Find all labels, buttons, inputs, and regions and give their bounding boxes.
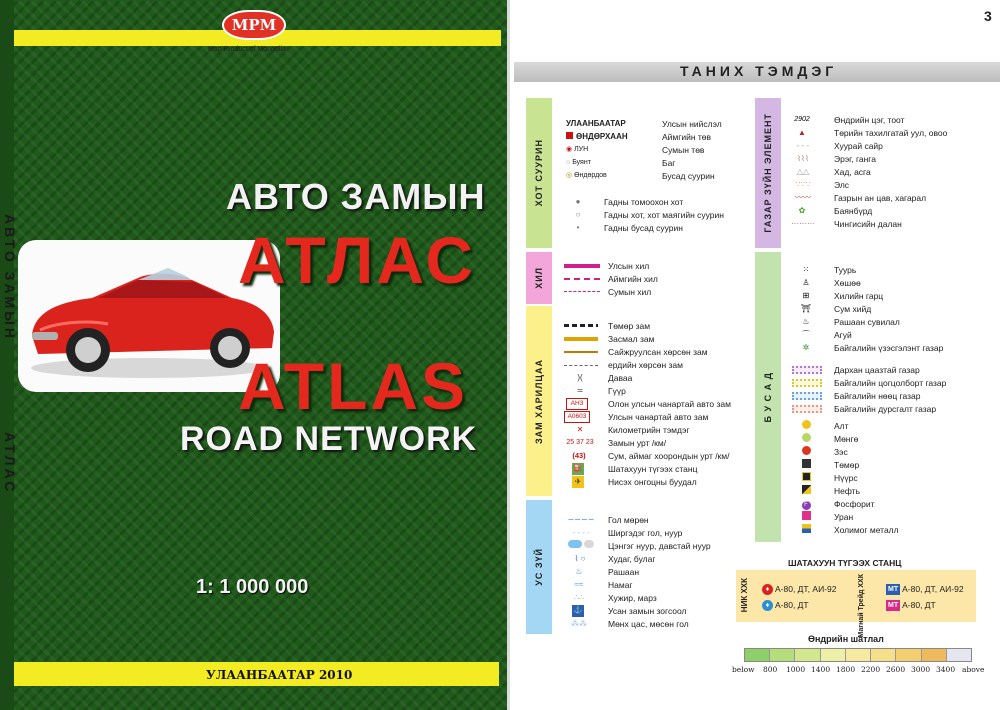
nature-reserve-swatch [792,390,822,402]
water-label-7: Усан замын зогсоол [608,606,687,616]
cover-city-year: УЛААНБААТАР 2010 [206,668,353,682]
other-label-18: Уран [834,512,854,522]
glacier-icon: ⁂⁂ [571,619,587,628]
inter-distance-number: (43) [572,451,586,460]
scenic-area-icon: ✲ [802,343,810,352]
other-label-2: Хилийн гарц [834,291,884,301]
other-label-15: Нүүрс [834,473,858,483]
dirt-road-line [564,359,598,371]
sacred-mountain-icon: ▲ [798,128,806,137]
other-label-13: Зэс [834,447,848,457]
other-label-12: Мөнгө [834,434,859,444]
kilometer-marker-icon: ✕ [576,425,584,434]
settlement-label-capital: Улсын нийслэл [662,119,722,129]
foreign-settlement-icon: • [576,223,580,232]
sand-icon: ∵∵∵ [795,180,811,189]
international-road-badge: AH3 [566,398,588,410]
category-terrain: ГАЗАР ЗҮЙН ЭЛЕМЕНТ [755,98,781,248]
other-label-4: Рашаан сувилал [834,317,900,327]
pass-icon: )( [577,373,583,382]
mpm-logo: МРМ [222,10,286,40]
silver-icon [800,433,812,445]
seasonal-river-line: - - - - [572,528,590,537]
other-label-3: Сум хийд [834,304,872,314]
settlement-label-foreign-town: Гадны хот, хот маягийн суурин [604,210,724,220]
coal-icon [800,472,812,484]
elevation-label-1400: 1400 [811,665,831,674]
ruins-icon: ⁙ [802,265,810,274]
aimag-border-line [564,273,600,285]
other-label-17: Фосфорит [834,499,875,509]
iron-icon [800,459,812,471]
terrain-label-2: Хуурай сайр [834,141,883,151]
copper-icon [800,446,812,458]
elevation-label-3000: 3000 [911,665,931,674]
other-label-5: Агуй [834,330,852,340]
terrain-label-7: Баянбүрд [834,206,873,216]
fuel-mt-full: МТ А-80, ДТ, АИ-92 [888,584,964,594]
transport-label-4: Даваа [608,373,633,383]
water-label-3: Худаг, булаг [608,554,656,564]
foreign-town-icon: ○ [575,210,581,219]
fuel-nik-basic: ♦ А-80, ДТ [762,600,809,611]
transport-label-10: Сум, аймаг хоорондын урт /км/ [608,451,730,461]
improved-road-line [564,346,598,358]
category-border: ХИЛ [526,252,552,304]
other-label-10: Байгалийн дурсгалт газар [834,404,937,414]
monastery-icon: ⛩ [800,304,812,313]
other-label-11: Алт [834,421,849,431]
settlement-symbol-bag: ○ Буянт [566,159,591,166]
elevation-label-800: 800 [763,665,778,674]
other-label-16: Нефть [834,486,860,496]
category-transport: ЗАМ ХАРИЛЦАА [526,306,552,496]
settlement-symbol-other: ◎ Өндөрдов [566,172,607,179]
monument-icon: ♙ [802,278,810,287]
terrain-label-0: Өндрийн цэг, тоот [834,115,905,125]
well-spring-icon: ⌇ ○ [574,554,586,563]
other-label-9: Байгалийн нөөц газар [834,391,921,401]
elevation-label-2200: 2200 [861,665,881,674]
terrain-label-1: Төрийн тахилгатай уул, овоо [834,128,948,138]
water-label-8: Мөнх цас, мөсөн гол [608,619,689,629]
gold-icon [800,420,812,432]
other-label-14: Төмөр [834,460,860,470]
sum-border-line [564,286,600,298]
railway-line [564,320,598,332]
settlement-label-foreign-large: Гадны томоохон хот [604,197,684,207]
chinggis-wall-line: ········· [791,219,815,228]
elevation-label-1800: 1800 [836,665,856,674]
spine-text-bottom: АТЛАС [2,432,18,495]
water-label-1: Ширгэдэг гол, нуур [608,528,683,538]
other-label-7: Дархан цаазтай газар [834,365,920,375]
other-label-1: Хөшөө [834,278,861,288]
foreign-city-icon: ● [575,197,581,206]
water-label-2: Цэнгэг нуур, давстай нуур [608,541,711,551]
fuel-station-box [736,570,976,622]
fuel-drop-icon: ♦ [762,600,773,611]
swamp-icon: ≈≈ [574,580,584,589]
settlement-label-aimag: Аймгийн төв [662,132,712,142]
transport-label-9: Замын урт /км/ [608,438,667,448]
settlement-label-sum: Сумын төв [662,145,705,155]
lake-icon [564,540,598,552]
water-label-5: Намаг [608,580,633,590]
rock-icon: △△ [796,167,810,176]
cover-title-atlas-latin: ATLAS [238,349,469,423]
fuel-company-nik: НИК ХХК [740,578,749,613]
cliff-line: ⌇⌇⌇ [797,154,809,163]
cover-title-cyrillic: АВТО ЗАМЫН [226,176,486,217]
bridge-icon: ≍ [576,386,584,395]
cave-icon: ⌒ [802,330,810,339]
fuel-mt-basic: МТ А-80, ДТ [888,600,936,610]
settlement-label-other: Бусад суурин [662,171,715,181]
category-settlement: ХОТ СУУРИН [526,98,552,248]
other-label-6: Байгалийн үзэсгэлэнт газар [834,343,944,353]
transport-label-7: Улсын чанартай авто зам [608,412,709,422]
border-label-aimag: Аймгийн хил [608,274,658,284]
natural-monument-swatch [792,403,822,415]
oil-icon [800,485,812,497]
water-label-6: Хужир, марз [608,593,657,603]
elevation-label-1000: 1000 [786,665,806,674]
logo-subtitle: Map Product of Mongolia [208,46,286,53]
cover-spine [0,0,14,710]
water-label-0: Гол мөрөн [608,515,649,525]
phosphorite-icon: F [800,498,812,510]
transport-label-12: Нисэх онгоцны буудал [608,477,697,487]
settlement-symbol-aimag: ӨНДӨРХААН [566,131,628,143]
elevation-scale-bar [744,648,972,662]
cover-subtitle: ROAD NETWORK [180,420,478,458]
dry-riverbed-line: - - - [796,141,810,150]
terrain-label-5: Элс [834,180,850,190]
national-road-badge: A0603 [564,411,590,423]
terrain-label-3: Эрэг, ганга [834,154,876,164]
transport-label-0: Төмөр зам [608,321,651,331]
other-label-8: Байгалийн цогцолборт газар [834,378,947,388]
spine-text-top: АВТО ЗАМЫН [2,214,18,342]
page-number: 3 [984,8,992,24]
settlement-symbol-capital: УЛААНБААТАР [566,119,626,128]
airport-icon: ✈ [572,476,584,488]
settlement-label-foreign-other: Гадны бусад суурин [604,223,683,233]
fuel-nik-full: ♦ А-80, ДТ, АИ-92 [762,584,836,595]
category-other: Б У С А Д [755,252,781,542]
national-park-swatch [792,377,822,389]
fuel-station-icon: ⛽ [572,463,584,475]
transport-label-5: Гүүр [608,386,626,396]
salt-marsh-icon: ∴∴ [573,593,585,602]
elevation-point-number: 2902 [794,116,810,123]
fault-line: 〰〰 [795,193,811,202]
strict-protected-area-swatch [792,364,822,376]
settlement-symbol-sum: ◉ ЛУН [566,146,589,153]
border-crossing-icon: ⊞ [802,291,810,300]
terrain-label-6: Газрын ан цав, хагарал [834,193,927,203]
transport-label-11: Шатахуун түгээх станц [608,464,698,474]
uranium-icon [800,511,812,523]
elevation-scale-title: Өндрийн шатлал [808,634,884,644]
river-line: ∼∼∼∼ [567,515,595,524]
border-label-national: Улсын хил [608,261,650,271]
terrain-label-8: Чингисийн далан [834,219,902,229]
paved-road-line [564,333,598,345]
terrain-label-4: Хад, асга [834,167,871,177]
border-label-sum: Сумын хил [608,287,652,297]
fuel-station-title: ШАТАХУУН ТҮГЭЭХ СТАНЦ [788,558,902,568]
road-length-numbers: 25 37 23 [566,439,594,446]
fuel-drop-icon: ♦ [762,584,773,595]
elevation-label-below: below [732,665,755,674]
elevation-label-3400: 3400 [936,665,956,674]
mineral-spring-icon: ♨ [575,567,583,576]
cover-scale: 1: 1 000 000 [196,576,309,598]
elevation-label-2600: 2600 [886,665,906,674]
transport-label-2: Сайжруулсан хөрсөн зам [608,347,708,357]
port-icon: ⚓ [572,605,584,617]
transport-label-8: Километрийн тэмдэг [608,425,690,435]
legend-title: ТАНИХ ТЭМДЭГ [680,63,838,79]
other-label-19: Холимог металл [834,525,899,535]
other-label-0: Туурь [834,265,857,275]
transport-label-6: Олон улсын чанартай авто зам [608,399,731,409]
elevation-label-above: above [962,665,985,674]
category-water: УС ЗҮЙ [526,500,552,634]
transport-label-1: Засмал зам [608,334,655,344]
transport-label-3: ердийн хөрсөн зам [608,360,683,370]
mixed-metal-icon [800,524,812,536]
cover-title-atlas-cyrillic: АТЛАС [238,223,477,297]
fuel-company-magnai: Магнай Трейд ХХК [858,574,865,638]
sanatorium-icon: ♨ [802,317,810,326]
oasis-icon: ✿ [798,206,806,215]
water-label-4: Рашаан [608,567,640,577]
settlement-label-bag: Баг [662,158,676,168]
national-border-line [564,260,600,272]
